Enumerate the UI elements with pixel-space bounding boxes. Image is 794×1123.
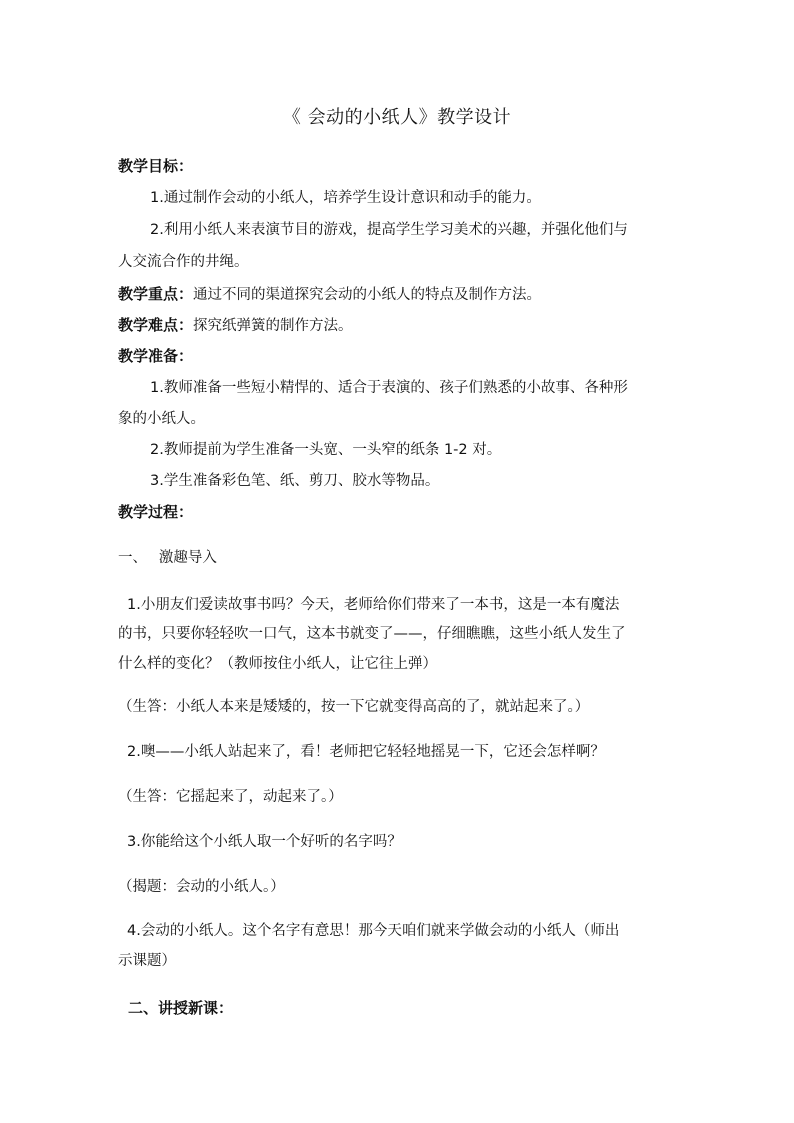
process-paragraph-3: 3.你能给这个小纸人取一个好听的名字吗？ [127,834,402,850]
objectives-heading: 教学目标： [118,157,194,175]
objective-item-2-line-1: 2.利用小纸人来表演节目的游戏，提高学生学习美术的兴趣，并强化他们与 [150,222,628,238]
key-point-label: 教学重点： [118,285,194,303]
difficulty-text: 探究纸弹簧的制作方法。 [193,318,353,334]
process-paragraph-4-line-2: 示课题） [118,953,176,969]
objective-item-1: 1.通过制作会动的小纸人，培养学生设计意识和动手的能力。 [150,190,541,206]
document-title: 《 会动的小纸人》教学设计 [282,107,512,128]
preparation-item-3: 3.学生准备彩色笔、纸、剪刀、胶水等物品。 [150,473,440,489]
process-paragraph-4-line-1: 4.会动的小纸人。这个名字有意思！那今天咱们就来学做会动的小纸人（师出 [127,923,620,939]
topic-reveal: （揭题：会动的小纸人。） [118,879,285,895]
preparation-item-1-line-1: 1.教师准备一些短小精悍的、适合于表演的、孩子们熟悉的小故事、各种形 [150,380,628,396]
process-paragraph-2: 2.噢——小纸人站起来了，看！老师把它轻轻地摇晃一下，它还会怎样啊？ [127,744,605,760]
section-2-heading: 二、讲授新课： [128,999,234,1017]
process-paragraph-1-line-2: 的书，只要你轻轻吹一口气，这本书就变了——，仔细瞧瞧，这些小纸人发生了 [118,626,626,642]
difficulty-label: 教学难点： [118,316,194,334]
process-paragraph-1-line-3: 什么样的变化？（教师按住小纸人，让它往上弹） [118,656,437,672]
process-paragraph-1-line-1: 1.小朋友们爱读故事书吗？今天，老师给你们带来了一本书，这是一本有魔法 [127,597,620,613]
student-answer-1: （生答：小纸人本来是矮矮的，按一下它就变得高高的了，就站起来了。） [118,699,590,715]
preparation-item-2: 2.教师提前为学生准备一头宽、一头窄的纸条 1-2 对。 [150,442,502,458]
section-1-heading: 一、 激趣导入 [118,550,217,566]
key-point-row [118,285,678,304]
difficulty-row [118,316,678,335]
objective-item-2-line-2: 人交流合作的井绳。 [118,254,249,270]
process-heading: 教学过程： [118,503,194,521]
preparation-heading: 教学准备： [118,347,194,365]
key-point-text: 通过不同的渠道探究会动的小纸人的特点及制作方法。 [193,287,542,303]
student-answer-2: （生答：它摇起来了，动起来了。） [118,789,343,805]
preparation-item-1-line-2: 象的小纸人。 [118,411,205,427]
